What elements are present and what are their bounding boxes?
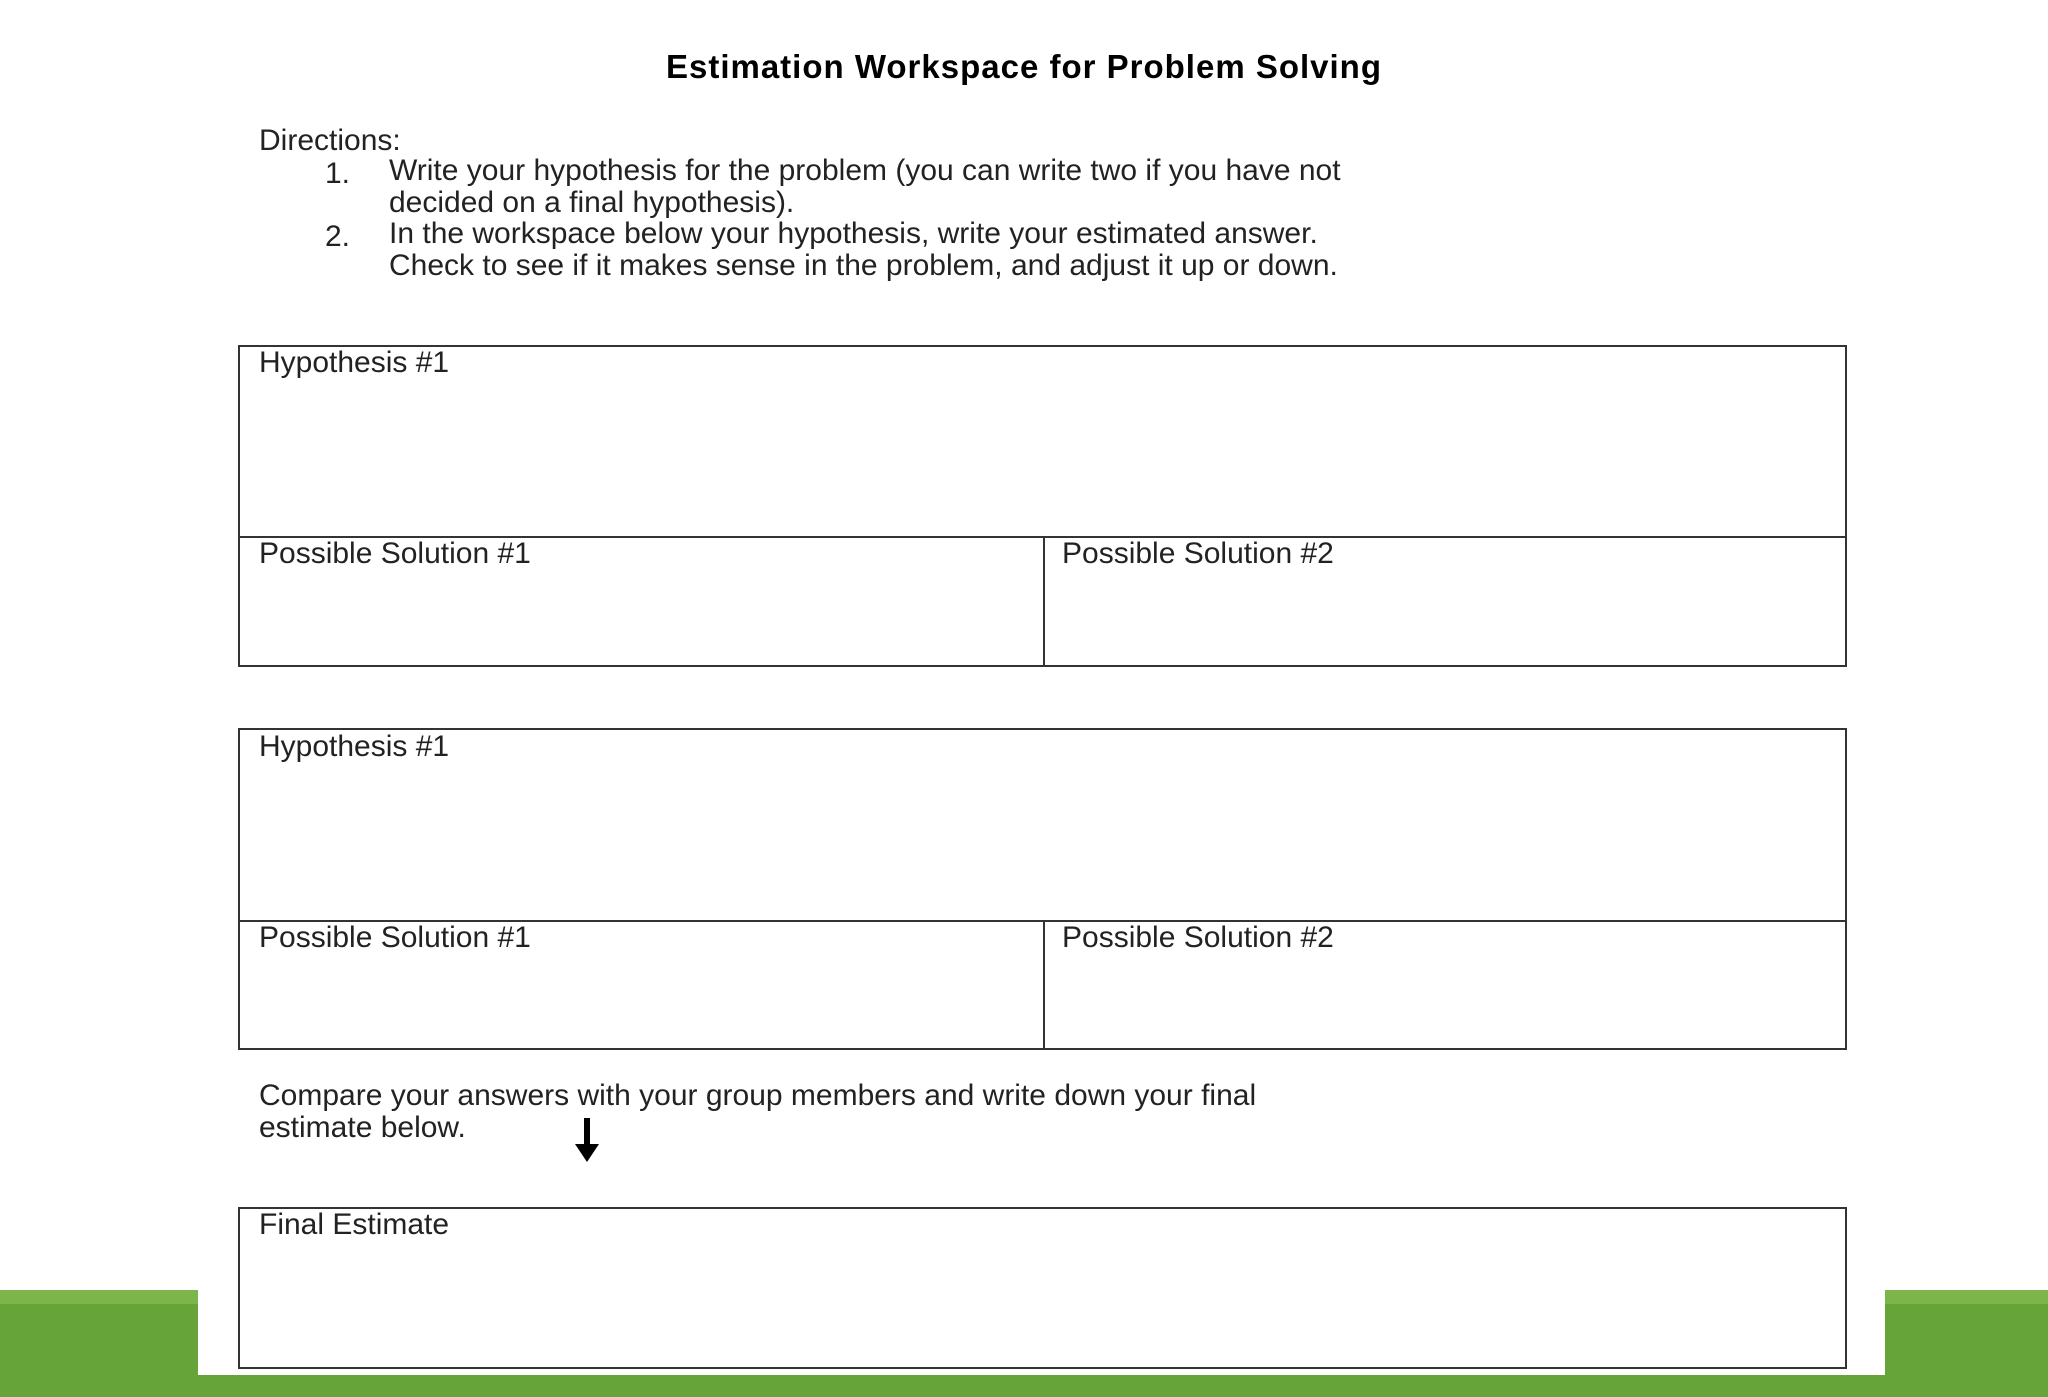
workspace-2-solution-2-label: Possible Solution #2 bbox=[1062, 921, 1334, 954]
direction-item-1 bbox=[389, 155, 1341, 219]
compare-line-1: Compare your answers with your group members and write down your final bbox=[259, 1079, 1257, 1112]
workspace-2-solution-divider bbox=[1043, 920, 1045, 1050]
directions-label: Directions: bbox=[259, 124, 401, 157]
direction-number-1: 1. bbox=[325, 157, 351, 190]
compare-line-2: estimate below. bbox=[259, 1111, 466, 1144]
final-estimate-label: Final Estimate bbox=[259, 1208, 450, 1241]
compare-instructions bbox=[259, 1080, 1759, 1144]
workspace-1-solution-1-label: Possible Solution #1 bbox=[259, 537, 531, 570]
workspace-1-solution-divider bbox=[1043, 536, 1045, 667]
workspace-2-solution-1-label: Possible Solution #1 bbox=[259, 921, 531, 954]
direction-item-2-line1: In the workspace below your hypothesis, write your estimated answer. bbox=[389, 217, 1318, 250]
workspace-1-hypothesis-label: Hypothesis #1 bbox=[259, 346, 450, 379]
direction-item-2-line2: Check to see if it makes sense in the problem, and adjust it up or down. bbox=[389, 249, 1338, 282]
workspace-1-solution-2-label: Possible Solution #2 bbox=[1062, 537, 1334, 570]
direction-number-2: 2. bbox=[325, 220, 351, 253]
workspace-2-hypothesis-label: Hypothesis #1 bbox=[259, 730, 450, 763]
direction-item-1-line1: Write your hypothesis for the problem (you can write two if you have not bbox=[389, 154, 1341, 187]
direction-item-1-line2: decided on a final hypothesis). bbox=[389, 186, 795, 219]
direction-item-2 bbox=[389, 218, 1338, 282]
final-estimate-box bbox=[238, 1207, 1847, 1369]
worksheet-title: Estimation Workspace for Problem Solving bbox=[665, 48, 1383, 85]
arrow-down-icon bbox=[572, 1118, 602, 1164]
